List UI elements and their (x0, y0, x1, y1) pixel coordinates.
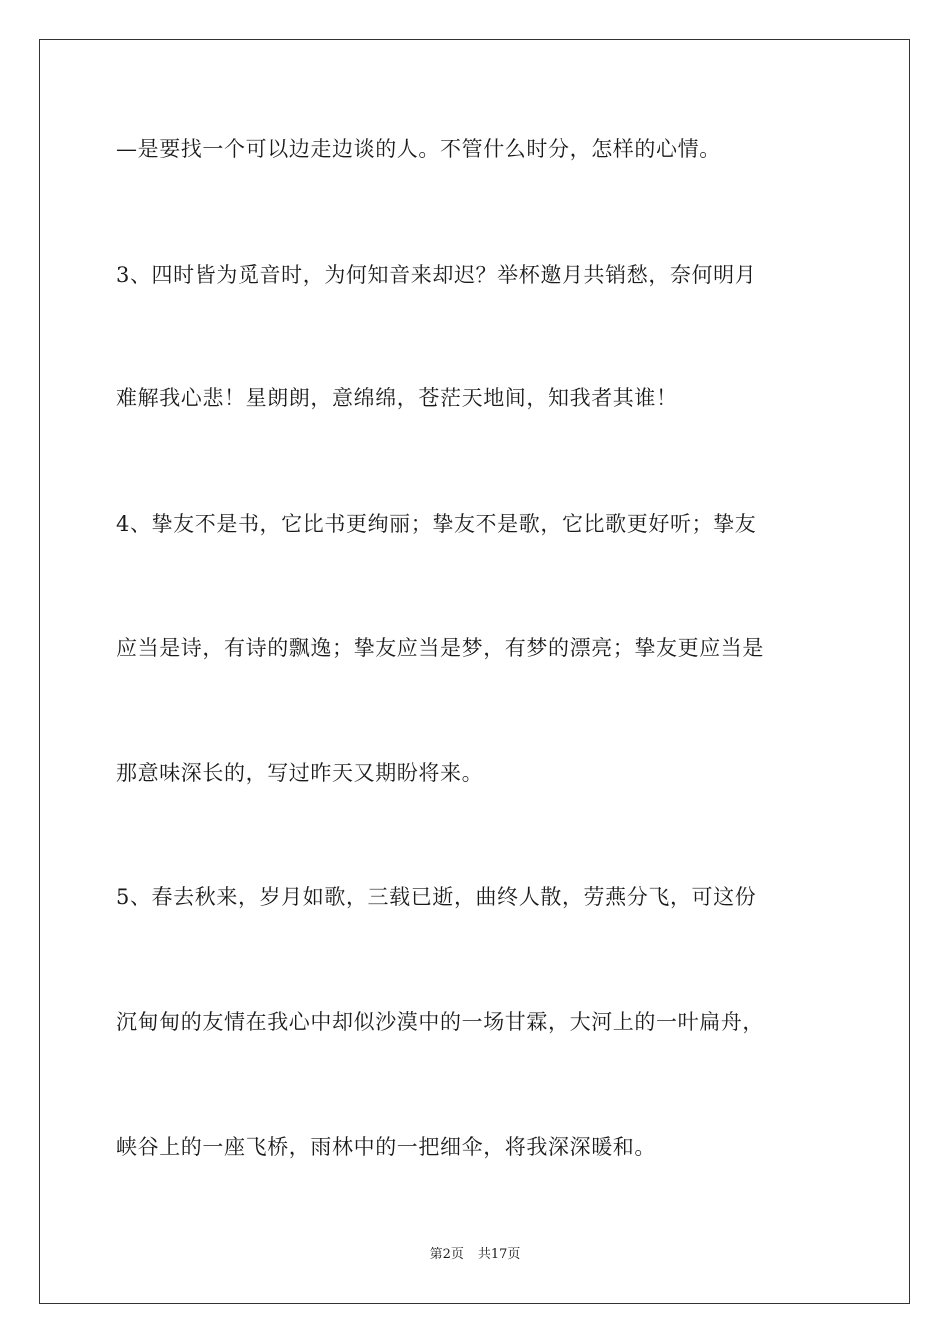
page-footer (0, 1246, 950, 1264)
text-line: 沉甸甸的友情在我心中却似沙漠中的一场甘霖，大河上的一叶扁舟， (116, 1010, 764, 1034)
page-number: 第2页 (429, 1247, 464, 1262)
text-line: 那意味深长的，写过昨天又期盼将来。 (116, 761, 484, 785)
page-border (39, 39, 910, 1304)
text-line: 峡谷上的一座飞桥，雨林中的一把细伞，将我深深暖和。 (116, 1135, 656, 1159)
text-line: 3、四时皆为觅音时，为何知音来却迟？举杯邀月共销愁，奈何明月 (116, 263, 757, 287)
page-total: 共17页 (477, 1247, 521, 1262)
text-line: 难解我心悲！星朗朗，意绵绵，苍茫天地间，知我者其谁！ (116, 386, 678, 410)
text-line: 4、挚友不是书，它比书更绚丽；挚友不是歌，它比歌更好听；挚友 (116, 512, 757, 536)
text-line: 5、春去秋来，岁月如歌，三载已逝，曲终人散，劳燕分飞，可这份 (116, 885, 757, 909)
text-line: 应当是诗，有诗的飘逸；挚友应当是梦，有梦的漂亮；挚友更应当是 (116, 636, 764, 660)
text-line: —是要找一个可以边走边谈的人。不管什么时分，怎样的心情。 (116, 137, 721, 161)
